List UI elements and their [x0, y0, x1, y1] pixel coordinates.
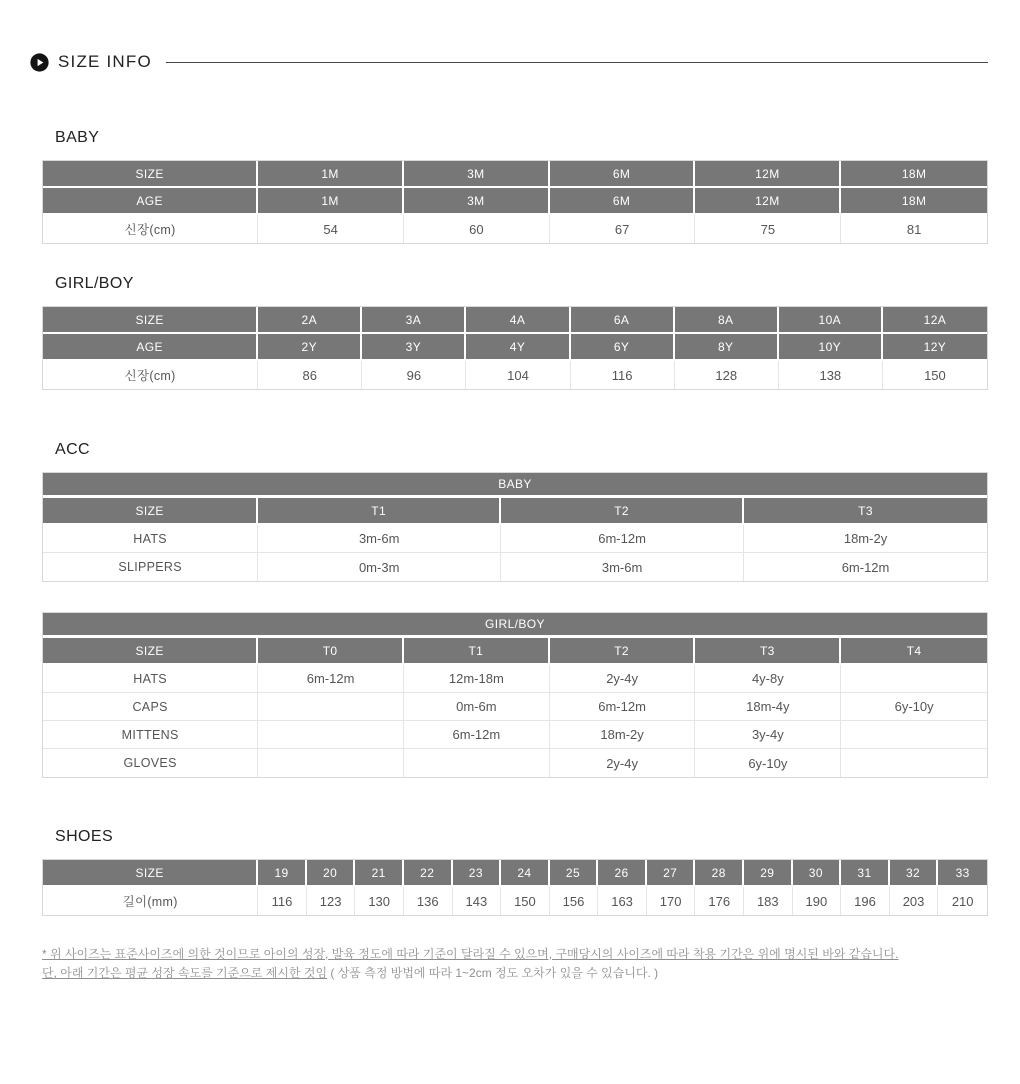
column-header-cell: 2A — [258, 307, 362, 334]
data-cell: 6m-12m — [550, 693, 696, 721]
column-header-cell: T3 — [744, 498, 987, 525]
column-header-cell: 19 — [258, 860, 307, 887]
acc-baby-size-table — [42, 472, 988, 582]
data-cell: 6y-10y — [841, 693, 987, 721]
column-header-cell: 12M — [695, 188, 841, 215]
header-label-cell: SIZE — [43, 161, 258, 188]
column-header-cell: 1M — [258, 161, 404, 188]
header-label-cell: SIZE — [43, 638, 258, 665]
play-icon — [30, 53, 49, 72]
data-cell: 0m-6m — [404, 693, 550, 721]
table-row — [43, 215, 987, 243]
column-header-cell: 4A — [466, 307, 570, 334]
table-row — [43, 525, 987, 553]
column-header-cell: 26 — [598, 860, 647, 887]
data-cell: 130 — [355, 887, 404, 915]
data-cell — [258, 749, 404, 777]
data-cell — [258, 693, 404, 721]
header-label-cell: SIZE — [43, 860, 258, 887]
section-title-shoes: SHOES — [55, 828, 114, 845]
data-cell: 104 — [466, 361, 570, 389]
table-header-row — [43, 334, 987, 361]
data-cell: 2y-4y — [550, 665, 696, 693]
row-label-cell: 길이(mm) — [43, 887, 258, 915]
column-header-cell: 6M — [550, 188, 696, 215]
data-cell: 96 — [362, 361, 466, 389]
table-header-row — [43, 161, 987, 188]
table-header-row — [43, 638, 987, 665]
column-header-cell: 8A — [675, 307, 779, 334]
data-cell: 81 — [841, 215, 987, 243]
data-cell: 190 — [793, 887, 842, 915]
column-header-cell: 32 — [890, 860, 939, 887]
column-header-cell: 30 — [793, 860, 842, 887]
column-header-cell: 22 — [404, 860, 453, 887]
table-header-row — [43, 860, 987, 887]
row-label-cell: MITTENS — [43, 721, 258, 749]
acc-girlboy-size-table — [42, 612, 988, 778]
data-cell: 18m-2y — [744, 525, 987, 553]
column-header-cell: 31 — [841, 860, 890, 887]
column-header-cell: 10Y — [779, 334, 883, 361]
table-group-header: GIRL/BOY — [43, 613, 987, 638]
column-header-cell: 1M — [258, 188, 404, 215]
header-label-cell: AGE — [43, 334, 258, 361]
data-cell: 116 — [571, 361, 675, 389]
data-cell: 116 — [258, 887, 307, 915]
data-cell: 163 — [598, 887, 647, 915]
row-label-cell: SLIPPERS — [43, 553, 258, 581]
table-row — [43, 665, 987, 693]
column-header-cell: T1 — [404, 638, 550, 665]
data-cell: 18m-4y — [695, 693, 841, 721]
data-cell: 143 — [453, 887, 502, 915]
data-cell: 138 — [779, 361, 883, 389]
header-divider-line — [166, 62, 988, 63]
data-cell: 18m-2y — [550, 721, 696, 749]
column-header-cell: 27 — [647, 860, 696, 887]
row-label-cell: HATS — [43, 525, 258, 553]
footnote-line-1 — [42, 945, 988, 964]
column-header-cell: 12A — [883, 307, 987, 334]
data-cell: 3y-4y — [695, 721, 841, 749]
column-header-cell: T2 — [550, 638, 696, 665]
table-row — [43, 749, 987, 777]
data-cell: 6m-12m — [744, 553, 987, 581]
column-header-cell: 29 — [744, 860, 793, 887]
header-label-cell: SIZE — [43, 307, 258, 334]
header-label-cell: SIZE — [43, 498, 258, 525]
data-cell: 123 — [307, 887, 356, 915]
column-header-cell: 21 — [355, 860, 404, 887]
data-cell: 128 — [675, 361, 779, 389]
girlboy-size-table — [42, 306, 988, 390]
table-group-header: BABY — [43, 473, 987, 498]
column-header-cell: 12M — [695, 161, 841, 188]
data-cell: 12m-18m — [404, 665, 550, 693]
column-header-cell: 6Y — [571, 334, 675, 361]
table-row — [43, 887, 987, 915]
column-header-cell: 6A — [571, 307, 675, 334]
data-cell: 150 — [883, 361, 987, 389]
page-header — [30, 52, 988, 72]
section-baby — [42, 129, 988, 244]
table-group-header-row — [43, 613, 987, 638]
row-label-cell: HATS — [43, 665, 258, 693]
data-cell: 150 — [501, 887, 550, 915]
baby-size-table — [42, 160, 988, 244]
row-label-cell: 신장(cm) — [43, 361, 258, 389]
column-header-cell: T4 — [841, 638, 987, 665]
data-cell: 3m-6m — [258, 525, 501, 553]
data-cell: 176 — [695, 887, 744, 915]
table-row — [43, 361, 987, 389]
data-cell: 6m-12m — [404, 721, 550, 749]
column-header-cell: 18M — [841, 188, 987, 215]
data-cell: 3m-6m — [501, 553, 744, 581]
column-header-cell: 2Y — [258, 334, 362, 361]
data-cell — [841, 665, 987, 693]
section-title-girlboy: GIRL/BOY — [55, 275, 134, 292]
data-cell: 2y-4y — [550, 749, 696, 777]
data-cell: 4y-8y — [695, 665, 841, 693]
data-cell — [841, 749, 987, 777]
table-header-row — [43, 498, 987, 525]
column-header-cell: 12Y — [883, 334, 987, 361]
table-row — [43, 721, 987, 749]
table-header-row — [43, 188, 987, 215]
column-header-cell: 3A — [362, 307, 466, 334]
row-label-cell: CAPS — [43, 693, 258, 721]
section-acc — [42, 441, 988, 778]
column-header-cell: 10A — [779, 307, 883, 334]
data-cell: 54 — [258, 215, 404, 243]
column-header-cell: 33 — [938, 860, 987, 887]
footnote — [42, 945, 988, 983]
data-cell: 60 — [404, 215, 550, 243]
page-title: SIZE INFO — [58, 52, 152, 71]
table-header-row — [43, 307, 987, 334]
column-header-cell: 20 — [307, 860, 356, 887]
column-header-cell: 28 — [695, 860, 744, 887]
data-cell: 67 — [550, 215, 696, 243]
data-cell: 136 — [404, 887, 453, 915]
data-cell: 170 — [647, 887, 696, 915]
data-cell: 0m-3m — [258, 553, 501, 581]
header-label-cell: AGE — [43, 188, 258, 215]
data-cell — [404, 749, 550, 777]
footnote-line-1-text: * 위 사이즈는 표준사이즈에 의한 것이므로 아이의 성장, 발육 정도에 따라 기준이 달라질 수 있으며, 구매당시의 사이즈에 따라 착용 기간은 위에 명시된 바와 같습니다. — [42, 947, 899, 961]
column-header-cell: T3 — [695, 638, 841, 665]
data-cell: 6m-12m — [501, 525, 744, 553]
table-row — [43, 553, 987, 581]
section-title-acc: ACC — [55, 441, 90, 458]
data-cell: 6m-12m — [258, 665, 404, 693]
section-girlboy — [42, 275, 988, 390]
column-header-cell: 6M — [550, 161, 696, 188]
section-shoes — [42, 828, 988, 916]
footnote-line-2 — [42, 964, 988, 983]
footnote-line-2-rest-text: ( 상품 측정 방법에 따라 1~2cm 정도 오차가 있을 수 있습니다. ) — [327, 966, 659, 981]
table-row — [43, 693, 987, 721]
column-header-cell: T2 — [501, 498, 744, 525]
data-cell: 183 — [744, 887, 793, 915]
column-header-cell: 3M — [404, 161, 550, 188]
table-group-header-row — [43, 473, 987, 498]
data-cell: 156 — [550, 887, 599, 915]
data-cell: 196 — [841, 887, 890, 915]
column-header-cell: T1 — [258, 498, 501, 525]
data-cell: 203 — [890, 887, 939, 915]
column-header-cell: T0 — [258, 638, 404, 665]
row-label-cell: 신장(cm) — [43, 215, 258, 243]
column-header-cell: 4Y — [466, 334, 570, 361]
shoes-size-table — [42, 859, 988, 916]
column-header-cell: 24 — [501, 860, 550, 887]
column-header-cell: 23 — [453, 860, 502, 887]
data-cell — [258, 721, 404, 749]
data-cell: 210 — [938, 887, 987, 915]
column-header-cell: 18M — [841, 161, 987, 188]
column-header-cell: 8Y — [675, 334, 779, 361]
row-label-cell: GLOVES — [43, 749, 258, 777]
column-header-cell: 3M — [404, 188, 550, 215]
column-header-cell: 25 — [550, 860, 599, 887]
data-cell: 86 — [258, 361, 362, 389]
column-header-cell: 3Y — [362, 334, 466, 361]
footnote-line-2-underlined-text: 단, 아래 기간은 평균 성장 속도를 기준으로 제시한 것임 — [42, 966, 328, 981]
data-cell: 6y-10y — [695, 749, 841, 777]
section-title-baby: BABY — [55, 129, 100, 146]
data-cell — [841, 721, 987, 749]
data-cell: 75 — [695, 215, 841, 243]
